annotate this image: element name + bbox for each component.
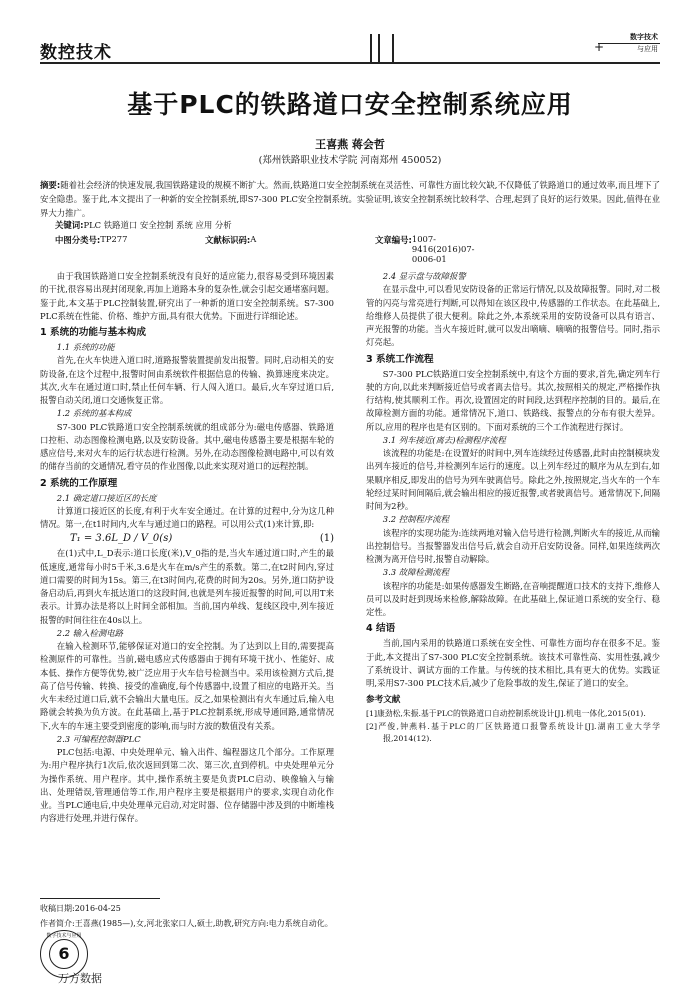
abstract-text: 随着社会经济的快速发展,我国铁路建设的规模不断扩大。然而,铁路道口安全控制系统在灵活性、可靠性方面比较欠缺,不仅降低了铁路道口的通过效率,而且埋下了安全隐患。鉴于此,本文提出了一种新的安全控制系统,即S7-300 PLC安全控制系统。实验证明,该安全控制系统比较科学、合理,起到了良好的运行效果。因此,值得在业界大力推广。 <box>40 180 660 218</box>
keywords-text: PLC 铁路道口 安全控制 系统 应用 分析 <box>83 220 232 230</box>
formula-body: T₁ = 3.6L_D / V_0(s) <box>70 533 173 545</box>
reference-item: [1]康劲松,朱振.基于PLC的铁路道口自动控制系统设计[J].机电一体化,2015(01). <box>366 709 646 719</box>
right-column <box>366 270 660 746</box>
section-heading: 4 结语 <box>366 623 396 635</box>
formula-number: (1) <box>319 533 334 545</box>
paragraph: 该程序的功能是:如果传感器发生断路,在音响提醒道口技术的支持下,维修人员可以及时赶到现场来检修,解除故障。在此基础上,保证道口系统的安全行、稳定性。 <box>366 580 660 617</box>
affiliation: (郑州铁路职业技术学院 河南郑州 450052) <box>258 155 442 166</box>
paragraph: 在(1)式中,L_D表示:道口长度(米),V_0指的是,当火车通过道口时,产生的最低速度,通常每小时5千米,3.6是火车在m/s产生的系数。第二,在t2时间内,穿过道口需要的时间为15s。第三,在t3时间内,花费的时间为20s。另外,道口防护设备启动后,再到火车抵达道口的这段时间,也就是列车接近报警的时间,可以用T来表示。计算办法是将以上时间全部相加。当前,国内单线、复线区段中,列车接近报警的时间往往在40s以上。 <box>40 548 334 625</box>
subsection-heading: 2.2 输入检测电路 <box>56 627 124 638</box>
paragraph: 该程序的实现功能为:连续两地对输入信号进行检测,判断火车的接近,从而输出控制信号。当报警器发出信号后,就会自动开启安防设备。同样,如果连续两次检测为离开信号时,报警自动解除。 <box>366 527 660 564</box>
section-heading: 1 系统的功能与基本构成 <box>40 327 146 338</box>
journal-logo <box>598 32 660 62</box>
header-bars <box>370 34 410 62</box>
keywords <box>55 219 660 232</box>
watermark: 万方数据 <box>58 972 102 985</box>
running-header <box>40 30 660 64</box>
clc-number: 中图分类号: TP277 <box>55 234 128 245</box>
paragraph: S7-300 PLC铁路道口安全控制系统就的组成部分为:磁电传感器、铁路道口控柜、动态图像检测电路,以及安防设备。其中,磁电传感器主要是根据车轮的感应信号,来对火车的运行状态进行检测。另外,在动态图像检测电路中,可以有效的储存当前的交通情况,看守员的作业图像,以此来实现对道口的远程控制。 <box>40 421 334 472</box>
abstract-label: 摘要: <box>40 180 61 190</box>
paragraph: 当前,国内采用的铁路道口系统在安全性、可靠性方面均存在很多不足。鉴于此,本文提出了S7-300 PLC安全控制系统。该技术可靠性高、实用性强,减少了系统设计、调试方面的工作量。与传统的技术相比,具有更大的优势。实践证明,采用S7-300 PLC技术后,减少了危险事故的发生,保证了道口的安全。 <box>366 638 660 688</box>
received-date: 收稿日期:2016-04-25 <box>40 904 121 913</box>
author-bio: 作者简介:王喜燕(1985—),女,河北张家口人,硕士,助教,研究方向:电力系统自动化。 <box>40 919 333 928</box>
abstract <box>40 178 660 220</box>
header-mark: + <box>593 40 604 54</box>
logo-top: 数字技术 <box>598 32 660 44</box>
paragraph: 在输入检测环节,能够保证对道口的安全控制。为了达到以上目的,需要提高检测原件的可靠性。当前,磁电感应式传感器由于拥有环境干扰小、性能好、成本低、操作方便等优势,被广泛应用于火车信号检测当中。采用该检测方式后,提高了信号传输、转换、接受的准确度,每个传感器中,设置了相应的电路开关。当火车未经过道口后,就不会输出大量电压。反之,如果检测出有火车通过后,输入电路就会转换为负方波。在此基础上,基于PLC控制系统,形成导通回路,通常情况下,火车的车速主要受到密度的影响,而与时方波的数值没有关系。 <box>40 641 334 731</box>
subsection-heading: 3.3 故障检测流程 <box>382 567 450 578</box>
subsection-heading: 3.2 控制程序流程 <box>382 514 450 525</box>
paragraph: PLC包括:电源、中央处理单元、输入出件、编程器这几个部分。工作原理为:用户程序执行1次后,依次返回到第二次、第三次,直到停机。中央处理单元分为操作系统、用户程序。其中,操作系统主要是负责PLC启动、映像输入与输出、处理错误,管理通信等工作,用户程序主要是根据用户的要求,实现自动化作业。当PLC通电后,中央处理单元启动,对定时器、位存储器中涉及到的中断堆栈内容进行处理,并进行保存。 <box>40 747 334 824</box>
classification-line <box>55 234 660 264</box>
keywords-label: 关键词: <box>55 220 84 230</box>
left-column <box>40 270 334 826</box>
logo-bottom: 与应用 <box>637 45 658 53</box>
subsection-heading: 1.2 系统的基本构成 <box>56 408 132 419</box>
formula-1 <box>40 531 334 547</box>
document-code: 文献标识码: A <box>205 234 257 245</box>
references-heading: 参考文献 <box>366 695 401 706</box>
section-heading: 2 系统的工作原理 <box>40 477 118 489</box>
paragraph: 该流程的功能是:在设置好的时间中,列车连续经过传感器,此时由控制模块发出列车接近的信号,并检测列车运行的速度。以上列车经过的顺序为从左到右,如果顺序相反,即发出的信号为列车驶离信号。除此之外,按照规定,当火车的一个车轮经过某时间间隔后,就会输出相应的接近报警,或者驶离信号。通常情况下,间隔时间为2秒。 <box>366 448 660 511</box>
subsection-heading: 2.3 可编程控制器PLC <box>56 733 141 744</box>
subsection-heading: 2.1 确定道口接近区的长度 <box>56 492 157 503</box>
reference-item: [2]严俊,钟燕料.基于PLC的厂区铁路道口报警系统设计[J].湖南工业大学学报,2014(12). <box>366 721 660 744</box>
subsection-heading: 3.1 列车接近(离去)检测程序流程 <box>382 434 506 445</box>
article-number: 文章编号: 1007-9416(2016)07-0006-01 <box>375 234 475 264</box>
seal-text: 数字技术与应用 <box>46 933 82 939</box>
paragraph: 在显示盘中,可以看见安防设备的正常运行情况,以及故障报警。同时,对二极管的闪亮与常亮进行判断,可以得知在该区段中,传感器的工作状态。在此基础上,给维修人员提供了很大便利。除此之外,本系统采用的安防设备可以具有语言、声光报警的功能。当火车接近时,就可以发出嘀嘀、嘀嘀的报警信号。同时,指示灯亮起。 <box>366 284 660 348</box>
paper-title: 基于PLC的铁路道口安全控制系统应用 <box>127 90 573 119</box>
section-name: 数控技术 <box>40 43 112 63</box>
paragraph: 首先,在火车快进入道口时,道路报警装置提前发出报警。同时,启动相关的安防设备,在这个过程中,报警时间由系统软件根据信息的传输、换算速度来决定。其次,火车在通过道口时,禁止任何车辆、行人闯入道口。最后,火车穿过道口后,报警自动关闭,道口交通恢复正常。 <box>40 355 334 405</box>
page-number: 6 <box>49 939 79 969</box>
paragraph: 计算道口接近区的长度,有利于火车安全通过。在计算的过程中,分为这几种情况。第一,在t1时间内,火车与通过道口的路程。可以用公式(1)来计算,即: <box>40 505 334 529</box>
subsection-heading: 2.4 显示盘与故障报警 <box>382 271 466 281</box>
paragraph: S7-300 PLC铁路道口安全控制系统中,有这个方面的要求,首先,确定列车行驶的方向,以此来判断接近信号或者离去信号。其次,按照相关的规定,严格操作执行结构,使其顺利工作。再次,设置固定的时间段,达到程序控制的目的。最后,在故障检测方面的功能。通常情况下,道口、铁路线、报警点的分布有很大差异。所以,应用的程序也是有区别的。下面对系统的三个工作流程进行探讨。 <box>366 368 660 432</box>
authors: 王喜燕 蒋会哲 <box>315 138 385 151</box>
intro-paragraph: 由于我国铁路道口安全控制系统没有良好的适应能力,很容易受到环境因素的干扰,很容易出现封闭现象,再加上道路本身的复杂性,就会引起交通堵塞问题。鉴于此,本文基于PLC控制装置,研究出了一种新的道口安全控制系统。S7-300 PLC系统在性能、价格、维护方面,具有很大优势。下面进行详细论述。 <box>40 271 334 321</box>
section-heading: 3 系统工作流程 <box>366 353 434 365</box>
footnote-rule <box>40 898 160 899</box>
subsection-heading: 1.1 系统的功能 <box>56 342 115 352</box>
